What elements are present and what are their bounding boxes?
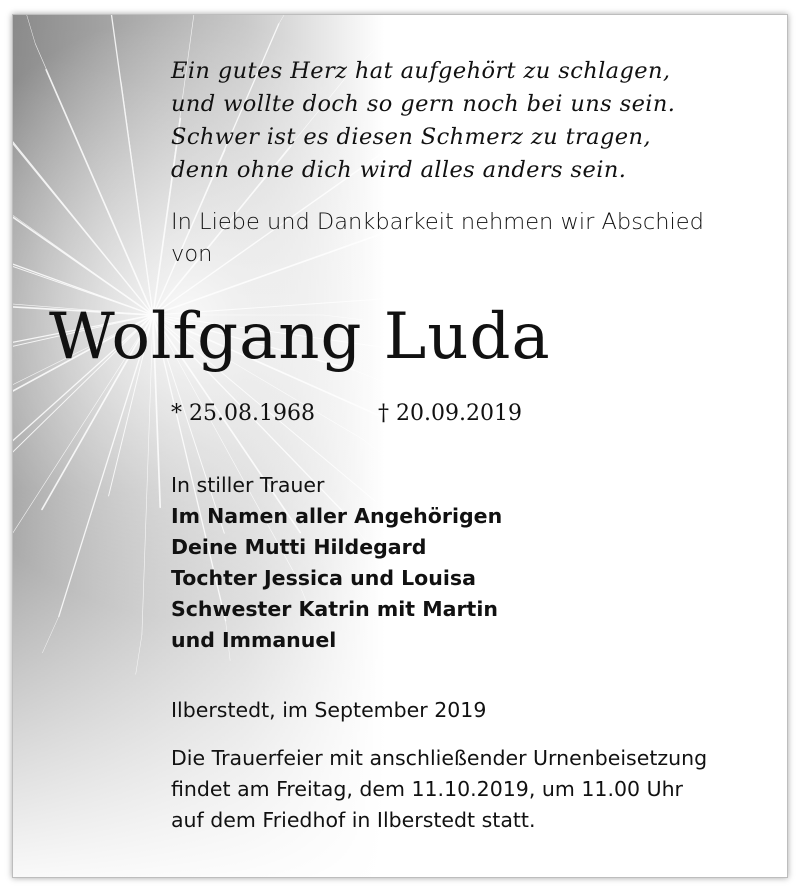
birth-date: * 25.08.1968 — [171, 401, 315, 426]
death-date: † 20.09.2019 — [378, 401, 522, 426]
poem-line: Ein gutes Herz hat aufgehört zu schlagen, — [171, 58, 671, 84]
poem-line: denn ohne dich wird alles anders sein. — [171, 157, 627, 183]
obituary-card — [12, 14, 788, 878]
ceremony-line: auf dem Friedhof in Ilberstedt statt. — [171, 808, 536, 832]
mourner-line: Deine Mutti Hildegard — [171, 535, 427, 559]
ceremony-line: findet am Freitag, dem 11.10.2019, um 11.00 Uhr — [171, 777, 683, 801]
mourner-line: Im Namen aller Angehörigen — [171, 504, 503, 528]
farewell-intro: In Liebe und Dankbarkeit nehmen wir Abschied von — [171, 209, 704, 267]
mourning-label: In stiller Trauer — [171, 473, 325, 497]
ceremony-line: Die Trauerfeier mit anschließender Urnenbeisetzung — [171, 746, 708, 770]
mourners-list — [171, 501, 502, 656]
poem-verse — [171, 55, 675, 187]
mourner-line: Tochter Jessica und Louisa — [171, 566, 476, 590]
poem-line: und wollte doch so gern noch bei uns sein. — [171, 91, 676, 117]
poem-line: Schwer ist es diesen Schmerz zu tragen, — [171, 124, 651, 150]
deceased-name: Wolfgang Luda — [49, 300, 551, 374]
place-and-date: Ilberstedt, im September 2019 — [171, 698, 487, 722]
ceremony-notice — [171, 743, 707, 836]
mourner-line: Schwester Katrin mit Martin — [171, 597, 498, 621]
mourner-line: und Immanuel — [171, 628, 337, 652]
